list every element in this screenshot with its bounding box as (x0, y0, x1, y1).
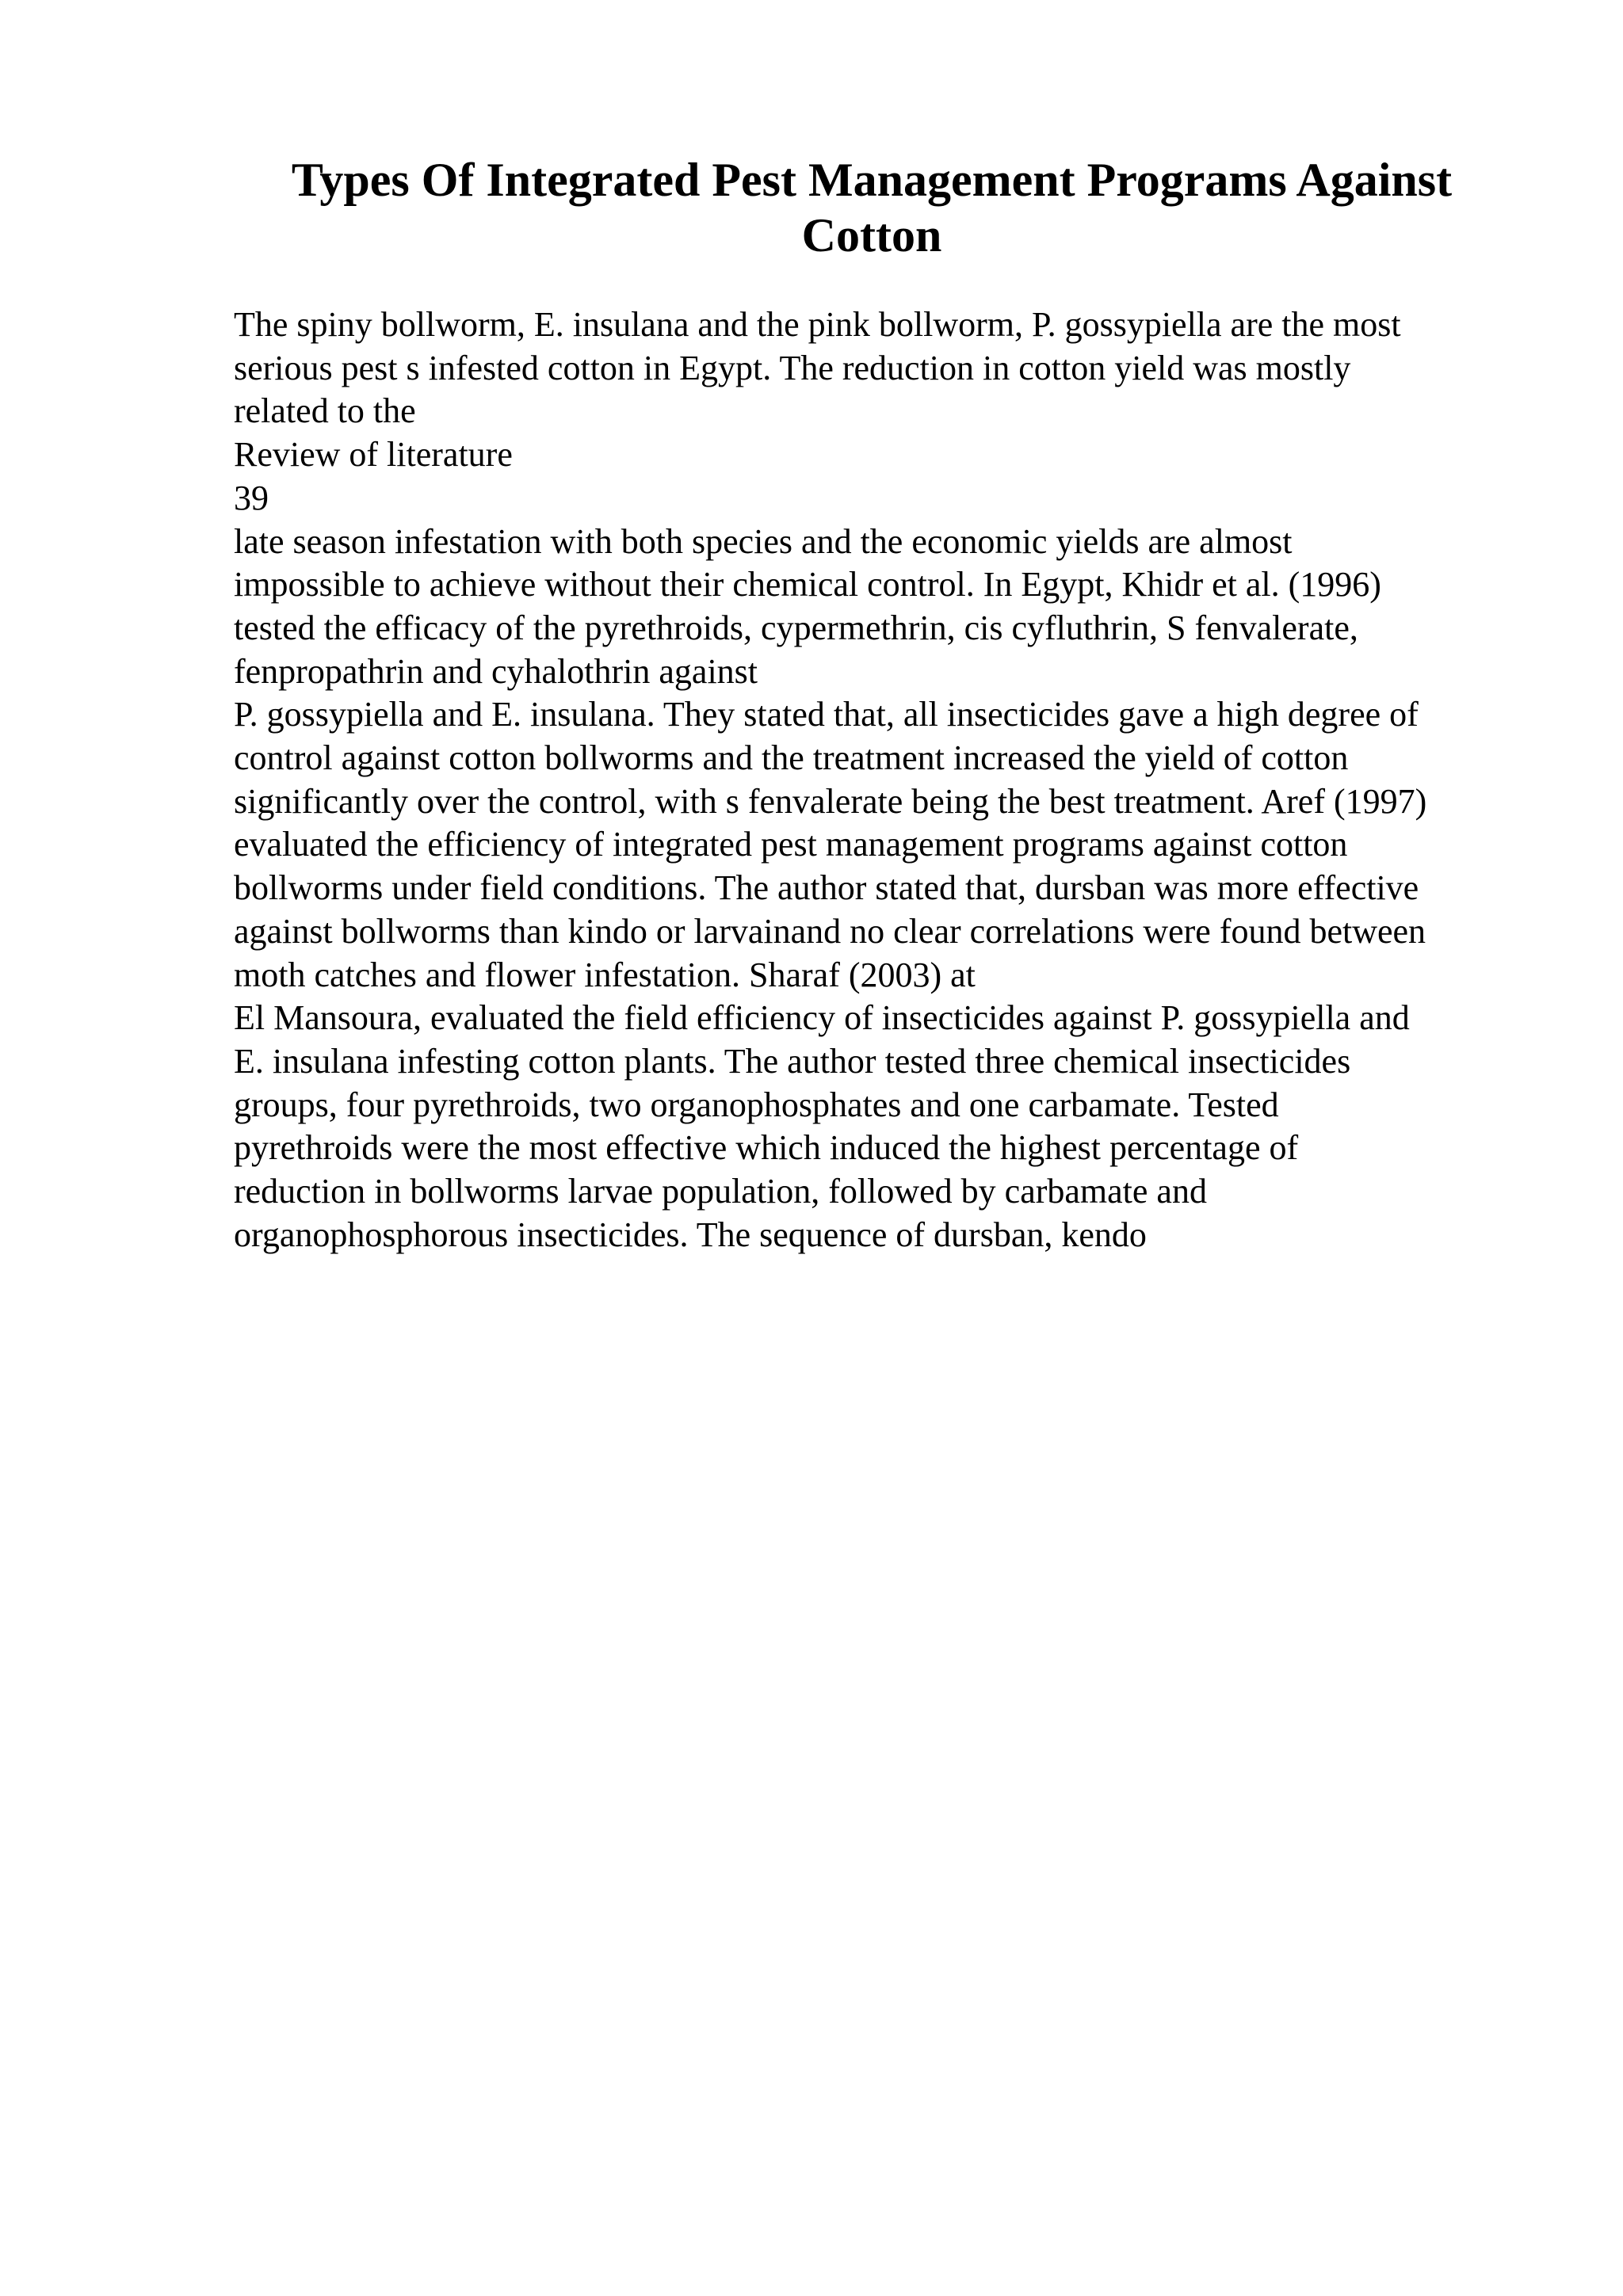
page-number: 39 (234, 478, 269, 517)
body-line: serious pest s infested cotton in Egypt. The reduction in cotton yield was mostly (234, 348, 1351, 387)
body-line: P. gossypiella and E. insulana. They stated that, all insecticides gave a high degree of (234, 695, 1419, 734)
document-title (238, 152, 1506, 263)
section-label: Review of literature (234, 435, 513, 475)
body-line: impossible to achieve without their chemical control. In Egypt, Khidr et al. (1996) (234, 565, 1381, 605)
body-line: tested the efficacy of the pyrethroids, cypermethrin, cis cyfluthrin, S fenvalerate, (234, 608, 1358, 647)
body-line: bollworms under field conditions. The author stated that, dursban was more effective (234, 868, 1419, 908)
title-line: Types Of Integrated Pest Management Programs Against (291, 154, 1453, 206)
body-line: groups, four pyrethroids, two organophosphates and one carbamate. Tested (234, 1085, 1279, 1124)
body-line: organophosphorous insecticides. The sequence of dursban, kendo (234, 1215, 1147, 1254)
body-line: against bollworms than kindo or larvainand no clear correlations were found between (234, 911, 1426, 951)
body-line: related to the (234, 391, 416, 431)
body-line: E. insulana infesting cotton plants. The author tested three chemical insecticides (234, 1041, 1351, 1081)
body-text (234, 303, 1549, 1257)
body-line: moth catches and flower infestation. Sharaf (2003) at (234, 955, 976, 994)
body-line: reduction in bollworms larvae population, followed by carbamate and (234, 1172, 1207, 1211)
body-line: significantly over the control, with s fenvalerate being the best treatment. Aref (1997) (234, 781, 1427, 821)
body-line: late season infestation with both species and the economic yields are almost (234, 521, 1293, 561)
body-line: control against cotton bollworms and the treatment increased the yield of cotton (234, 738, 1349, 778)
body-line: evaluated the efficiency of integrated pest management programs against cotton (234, 825, 1348, 864)
title-line: Cotton (801, 209, 942, 261)
body-line: The spiny bollworm, E. insulana and the pink bollworm, P. gossypiella are the most (234, 305, 1401, 344)
body-line: El Mansoura, evaluated the field efficiency of insecticides against P. gossypiella and (234, 998, 1410, 1038)
body-line: pyrethroids were the most effective which induced the highest percentage of (234, 1128, 1299, 1168)
body-line: fenpropathrin and cyhalothrin against (234, 651, 758, 691)
